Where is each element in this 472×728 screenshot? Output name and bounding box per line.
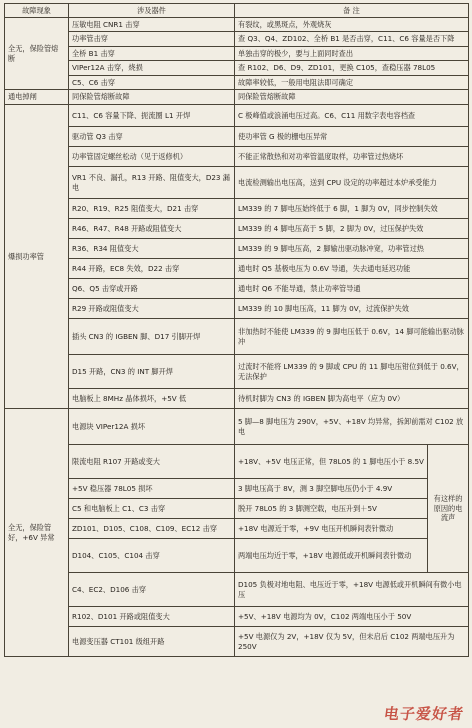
note-cell: 电流检测输出电压高，送到 CPU 设定的功率超过本炉承受能力	[235, 167, 469, 199]
table-row	[5, 355, 469, 389]
table-row	[5, 47, 469, 61]
component-cell: 电源变压器 CT101 级组开路	[69, 627, 235, 657]
component-cell: 功率管击穿	[69, 32, 235, 47]
component-cell: C11、C6 容量下降、扼流圈 L1 开焊	[69, 105, 235, 127]
table-row	[5, 389, 469, 409]
note-cell: LM339 的 4 脚电压高于 5 脚，2 脚为 0V，过压保护失效	[235, 219, 469, 239]
header-row	[5, 4, 469, 18]
component-cell: 全桥 B1 击穿	[69, 47, 235, 61]
component-cell: VIPer12A 击穿，烧损	[69, 61, 235, 76]
note-cell: 过流时不能将 LM339 的 9 脚或 CPU 的 11 脚电压钳位到低于 0.6V，无法保护	[235, 355, 469, 389]
table-row	[5, 519, 469, 539]
component-cell: VR1 不良、漏孔，R13 开路、阻值变大，D23 漏电	[69, 167, 235, 199]
component-cell: D104、C105、C104 击穿	[69, 539, 235, 573]
note-cell: 通电时 Q5 基极电压为 0.6V 导通，失去通电延迟功能	[235, 259, 469, 279]
component-cell: C5 和电脑板上 C1、C3 击穿	[69, 499, 235, 519]
table-row	[5, 90, 469, 105]
component-cell: R36、R34 阻值变大	[69, 239, 235, 259]
note-cell: 3 脚电压高于 8V，测 3 脚空脚电压仍小于 4.9V	[235, 479, 428, 499]
component-cell: 电源块 VIPer12A 损坏	[69, 409, 235, 445]
table-row	[5, 76, 469, 90]
component-cell: C4、EC2、D106 击穿	[69, 573, 235, 607]
component-cell: 功率管固定螺丝松动（见于返修机）	[69, 147, 235, 167]
component-cell: R102、D101 开路或阻值变大	[69, 607, 235, 627]
component-cell: Q6、Q5 击穿或开路	[69, 279, 235, 299]
note-cell: D105 负极对地电阻、电压近于零，+18V 电源低或开机瞬间有微小电压	[235, 573, 469, 607]
component-cell: +5V 稳压器 78L05 损坏	[69, 479, 235, 499]
table-row	[5, 167, 469, 199]
table-row	[5, 127, 469, 147]
note-cell: +5V 电源仅为 2V，+18V 仅为 5V，但未启后 C102 两端电压升为 250V	[235, 627, 469, 657]
table-row	[5, 627, 469, 657]
symptom-cell: 全无，保险管好，+6V 异常	[5, 409, 69, 657]
table-row	[5, 445, 469, 479]
table-row	[5, 219, 469, 239]
note-cell: 5 脚—8 脚电压为 290V，+5V、+18V 均异常，拆卸前需对 C102 放电	[235, 409, 469, 445]
component-cell: R44 开路，EC8 失效，D22 击穿	[69, 259, 235, 279]
component-cell: C5、C6 击穿	[69, 76, 235, 90]
symptom-cell: 爆损功率管	[5, 105, 69, 409]
table-row	[5, 607, 469, 627]
note-cell: LM339 的 9 脚电压高，2 脚输出驱动脉冲宽，功率管过热	[235, 239, 469, 259]
component-cell: ZD101、D105、C108、C109、EC12 击穿	[69, 519, 235, 539]
component-cell: 限流电阻 R107 开路或变大	[69, 445, 235, 479]
table-row	[5, 479, 469, 499]
component-cell: 电脑板上 8MHz 晶体损坏，+5V 低	[69, 389, 235, 409]
table-row	[5, 147, 469, 167]
table-row	[5, 105, 469, 127]
note-cell: 脱开 78L05 的 3 脚测空载，电压升到＋5V	[235, 499, 428, 519]
note-cell: LM339 的 10 脚电压高，11 脚为 0V，过流保护失效	[235, 299, 469, 319]
symptom-cell: 全无，保险管熔断	[5, 18, 69, 90]
component-cell: R46、R47、R48 开路或阻值变大	[69, 219, 235, 239]
fault-table	[4, 3, 469, 657]
component-cell: 插头 CN3 的 IGBEN 脚、D17 引脚开焊	[69, 319, 235, 355]
table-row	[5, 61, 469, 76]
note-cell: 查 Q3、Q4、ZD102、全桥 B1 是否击穿，C11、C6 容量是否下降	[235, 32, 469, 47]
table-row	[5, 239, 469, 259]
note-cell: +18V、+5V 电压正常，但 78L05 的 1 脚电压小于 8.5V	[235, 445, 428, 479]
note-cell: 两端电压均近于零，+18V 电源低或开机瞬间表针微动	[235, 539, 428, 573]
note-cell: +5V、+18V 电源均为 0V，C102 两端电压小于 50V	[235, 607, 469, 627]
note-cell: 非加热时不能使 LM339 的 9 脚电压低于 0.6V，14 脚可能输出驱动脉冲	[235, 319, 469, 355]
header-notes: 备 注	[235, 4, 469, 18]
table-row	[5, 199, 469, 219]
note-cell: 通电时 Q6 不能导通，禁止功率管导通	[235, 279, 469, 299]
table-row	[5, 32, 469, 47]
symptom-cell: 通电掉闸	[5, 90, 69, 105]
note-cell: 不能正常散热和对功率管温度取样，功率管过热烧坏	[235, 147, 469, 167]
note-cell: 有裂纹，或黑斑点，外观烧灰	[235, 18, 469, 32]
note-cell: 故障率较低，一般用电阻法即可确定	[235, 76, 469, 90]
note-cell: 查 R102、D6、D9、ZD101，更换 C105，查稳压器 78L05	[235, 61, 469, 76]
side-note-cell: 有这样的原因的电流声	[428, 445, 469, 573]
table-row	[5, 279, 469, 299]
note-cell: LM339 的 7 脚电压始终低于 6 脚，1 脚为 0V，同步控制失效	[235, 199, 469, 219]
note-cell: C 极峰值或浪涌电压过高。C6、C11 用数字表电容档查	[235, 105, 469, 127]
component-cell: R20、R19、R25 阻值变大，D21 击穿	[69, 199, 235, 219]
table-row	[5, 409, 469, 445]
header-symptom: 故障现象	[5, 4, 69, 18]
component-cell: D15 开路，CN3 的 INT 脚开焊	[69, 355, 235, 389]
table-row	[5, 573, 469, 607]
component-cell: R29 开路或阻值变大	[69, 299, 235, 319]
watermark-logo: 电子爱好者	[382, 705, 466, 723]
component-cell: 同保险管熔断故障	[69, 90, 235, 105]
table-row	[5, 499, 469, 519]
component-cell: 压敏电阻 CNR1 击穿	[69, 18, 235, 32]
note-cell: +18V 电源近于零，+9V 电压开机瞬间表针微动	[235, 519, 428, 539]
table-row	[5, 299, 469, 319]
note-cell: 同保险管熔断故障	[235, 90, 469, 105]
note-cell: 待机时脚为 CN3 的 IGBEN 脚为高电平（应为 0V）	[235, 389, 469, 409]
table-row	[5, 18, 469, 32]
table-row	[5, 259, 469, 279]
table-row	[5, 319, 469, 355]
note-cell: 单独击穿的极少，要与上面同时查出	[235, 47, 469, 61]
table-row	[5, 539, 469, 573]
header-components: 涉及器件	[69, 4, 235, 18]
note-cell: 使功率管 G 极的栅电压异常	[235, 127, 469, 147]
component-cell: 驱动管 Q3 击穿	[69, 127, 235, 147]
